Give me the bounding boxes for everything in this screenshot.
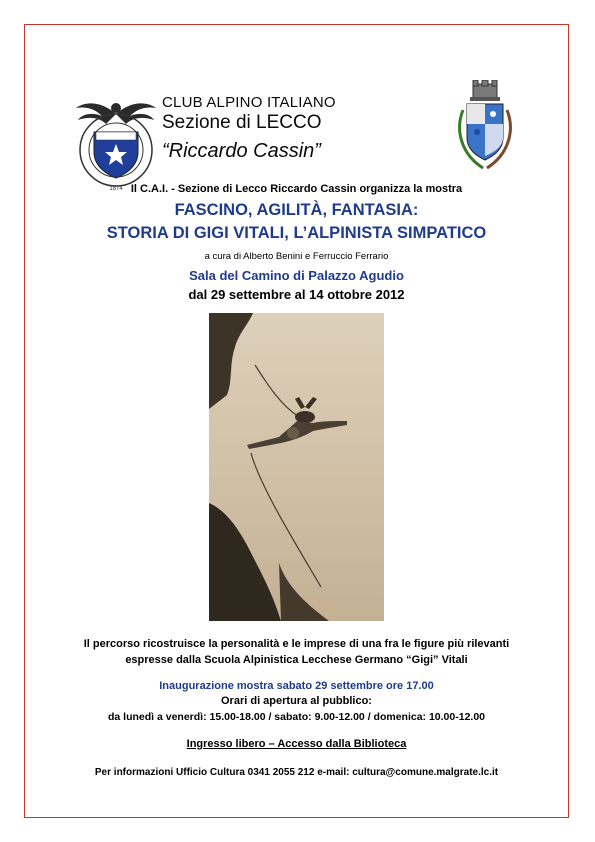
contact-info: Per informazioni Ufficio Cultura 0341 2055 212 e-mail: cultura@comune.malgrate.lc.it [94, 767, 499, 778]
exhibit-title-line1: FASCINO, AGILITÀ, FANTASIA: [174, 201, 419, 219]
description-line1: Il percorso ricostruisce la personalità e le imprese di una fra le figure più rilevanti [83, 638, 510, 650]
entry-info: Ingresso libero – Accesso dalla Biblioteca [186, 738, 407, 750]
inauguration: Inaugurazione mostra sabato 29 settembre ore 17.00 [159, 680, 434, 692]
venue: Sala del Camino di Palazzo Agudio [189, 268, 404, 283]
exhibit-title-line2: STORIA DI GIGI VITALI, L’ALPINISTA SIMPATICO [106, 224, 487, 242]
opening-hours: da lunedì a venerdì: 15.00-18.00 / sabato: 9.00-12.00 / domenica: 10.00-12.00 [107, 711, 485, 723]
cai-logo-icon [70, 86, 162, 196]
club-dedication: “Riccardo Cassin” [162, 140, 321, 162]
club-section: Sezione di LECCO [162, 112, 322, 133]
exhibit-dates: dal 29 settembre al 14 ottobre 2012 [188, 287, 405, 302]
club-title-block [162, 94, 362, 164]
opening-hours-heading: Orari di apertura al pubblico: [221, 695, 372, 707]
curators: a cura di Alberto Benini e Ferruccio Ferrario [204, 251, 389, 262]
club-name: CLUB ALPINO ITALIANO [162, 94, 336, 111]
municipal-crest-icon [455, 80, 515, 172]
description-line2: espresse dalla Scuola Alpinistica Lecchese Germano “Gigi” Vitali [125, 654, 468, 666]
svg-text:1874: 1874 [109, 186, 123, 192]
climber-photo [209, 313, 384, 621]
intro-text: Il C.A.I. - Sezione di Lecco Riccardo Cassin organizza la mostra [130, 183, 463, 195]
